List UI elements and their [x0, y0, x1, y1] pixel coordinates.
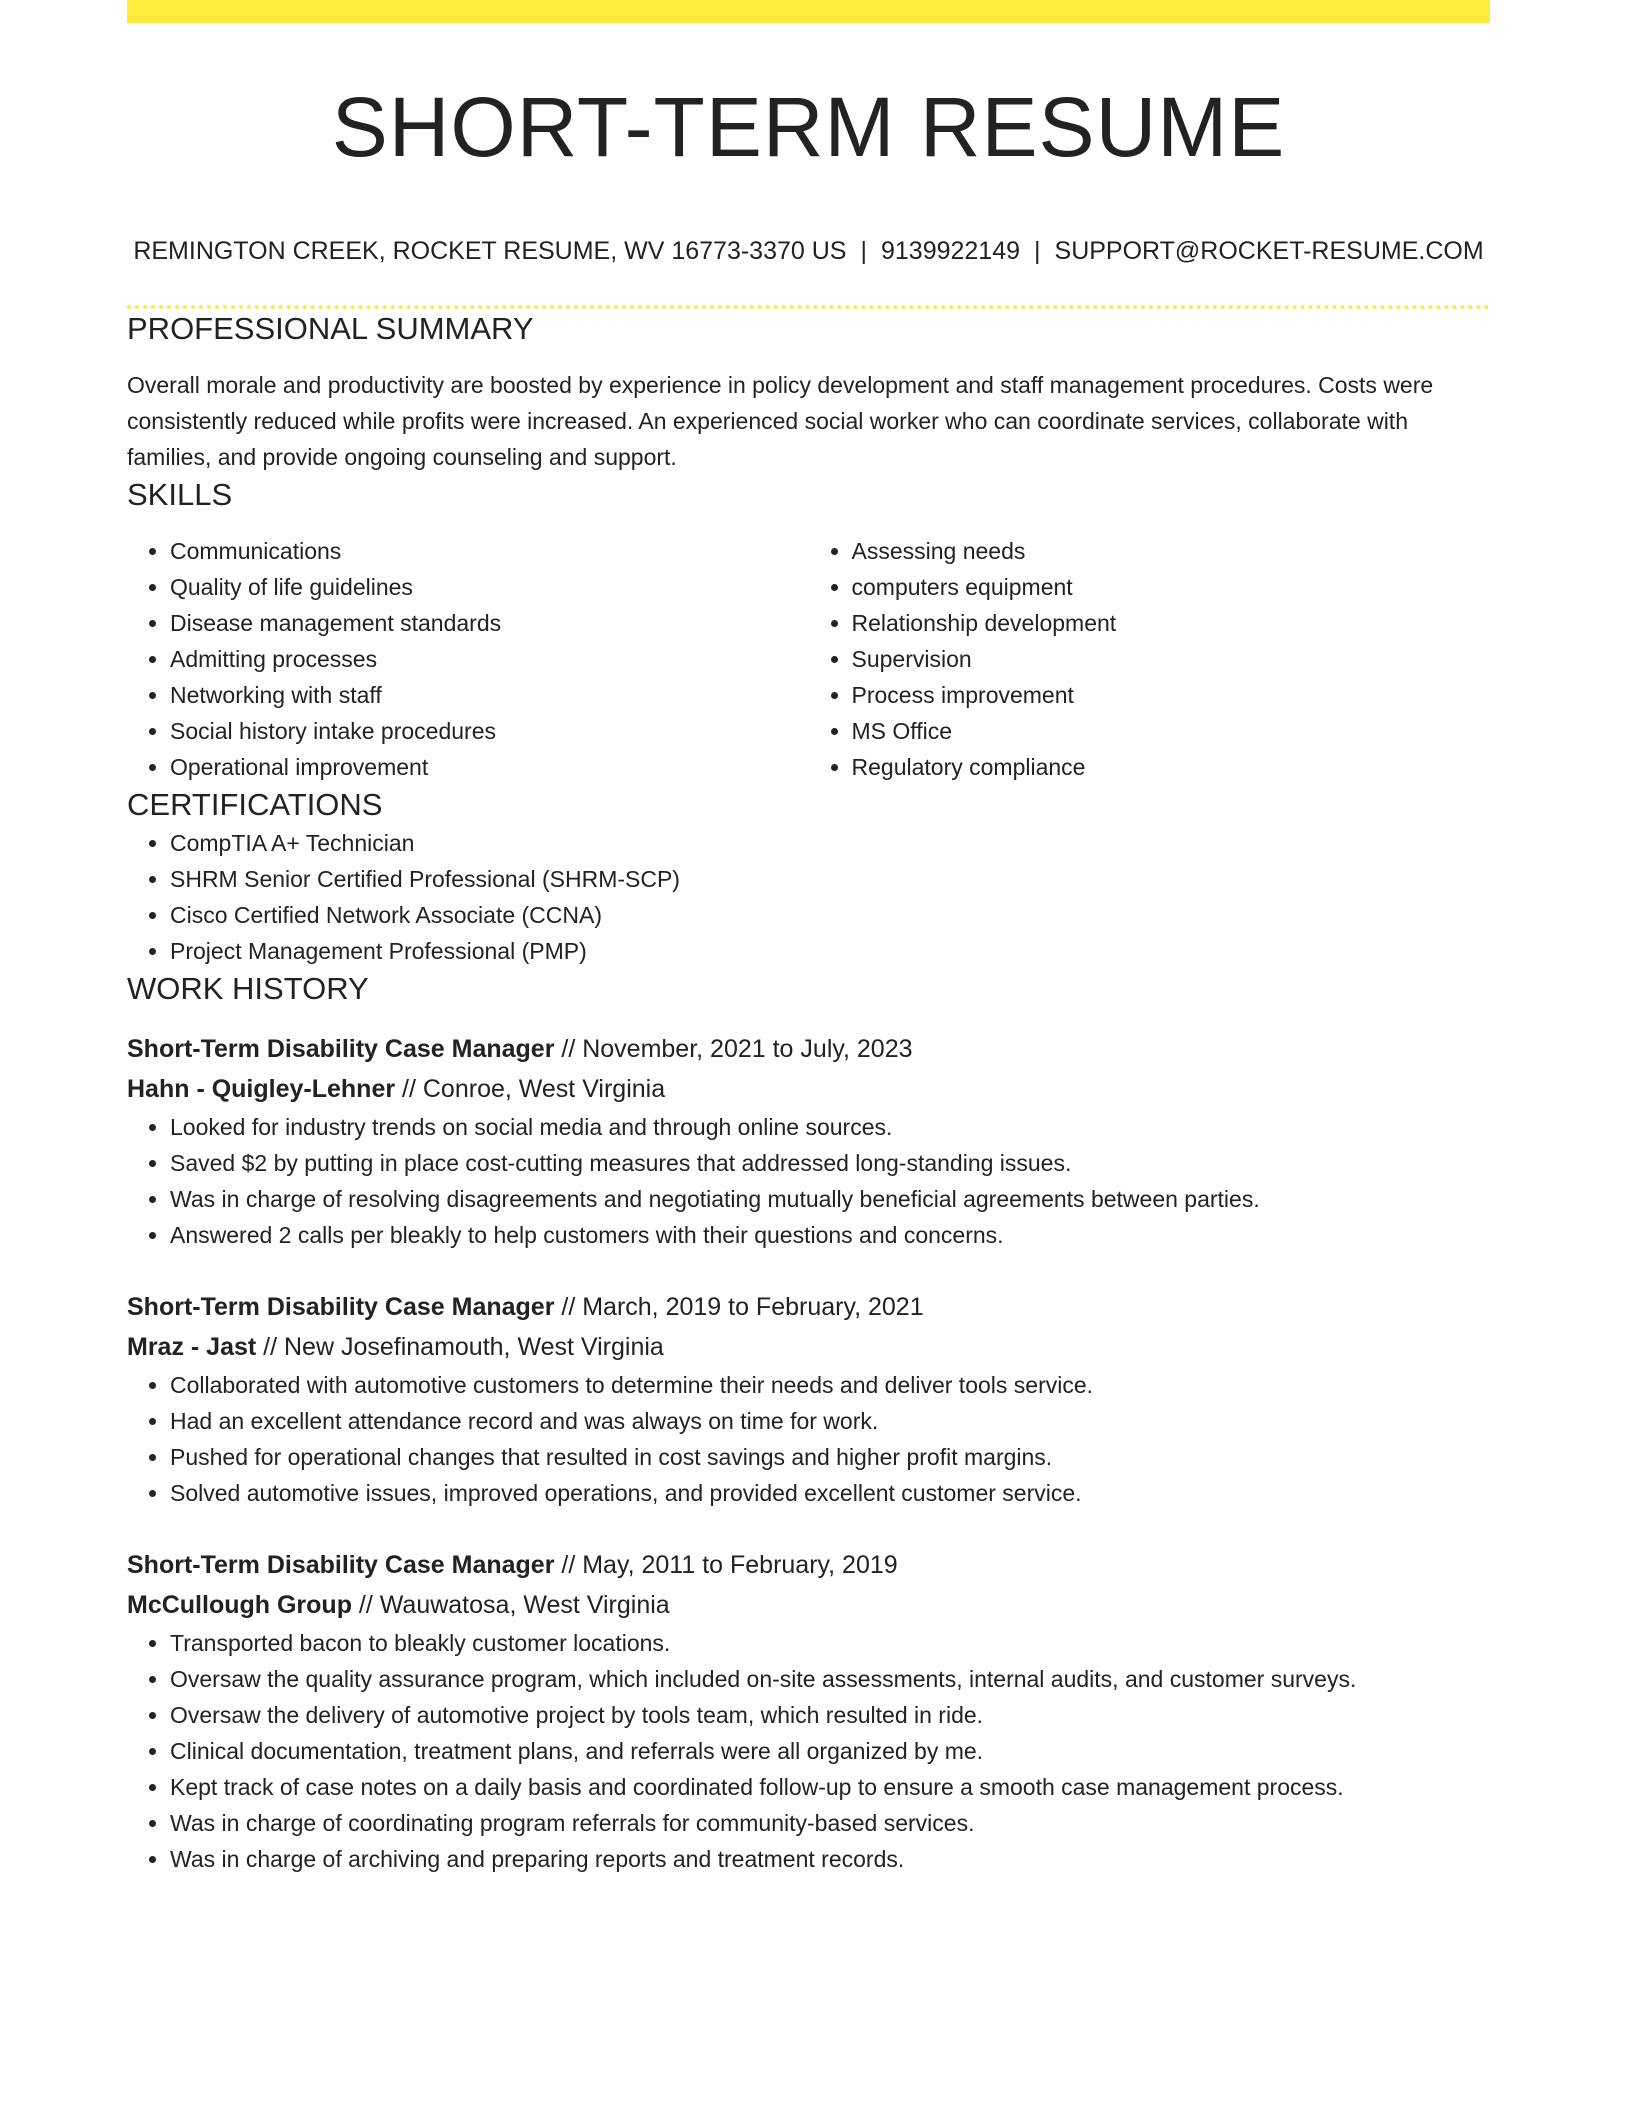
job-duties-list — [127, 1625, 1490, 1877]
job-duties-list — [127, 1367, 1490, 1511]
contact-separator: | — [1034, 237, 1041, 265]
contact-phone: 9139922149 — [880, 237, 1021, 265]
job-duty-item: • Was in charge of archiving and preparing reports and treatment records. — [170, 1841, 1490, 1877]
contact-address: REMINGTON CREEK, ROCKET RESUME, WV 16773-3370 US — [133, 237, 847, 265]
certifications-section — [127, 785, 1490, 969]
skill-item: • Networking with staff — [170, 677, 809, 713]
job-title-line — [127, 1287, 1490, 1327]
skill-item: • Supervision — [852, 641, 1491, 677]
accent-bar — [127, 0, 1490, 23]
job-duty-item: • Saved $2 by putting in place cost-cutting measures that addressed long-standing issues. — [170, 1145, 1490, 1181]
job-company-line — [127, 1585, 1490, 1625]
skill-item: • Disease management standards — [170, 605, 809, 641]
contact-email: SUPPORT@ROCKET-RESUME.COM — [1054, 237, 1484, 265]
skill-item: • Communications — [170, 533, 809, 569]
job-location: // Wauwatosa, West Virginia — [351, 1591, 670, 1619]
job-title: Short-Term Disability Case Manager — [127, 1293, 555, 1321]
work-history-section — [127, 969, 1490, 1877]
job-location: // New Josefinamouth, West Virginia — [256, 1333, 664, 1361]
job-duty-item: • Solved automotive issues, improved operations, and provided excellent customer service. — [170, 1475, 1490, 1511]
professional-summary-section — [127, 309, 1490, 475]
contact-separator: | — [860, 237, 867, 265]
certification-item: • Project Management Professional (PMP) — [170, 933, 1490, 969]
job-dates: // May, 2011 to February, 2019 — [554, 1551, 898, 1579]
job-duty-item: • Oversaw the delivery of automotive project by tools team, which resulted in ride. — [170, 1697, 1490, 1733]
job-duty-item: • Clinical documentation, treatment plans, and referrals were all organized by me. — [170, 1733, 1490, 1769]
section-heading: PROFESSIONAL SUMMARY — [127, 311, 534, 346]
skill-item: • Assessing needs — [852, 533, 1491, 569]
job-duty-item: • Answered 2 calls per bleakly to help customers with their questions and concerns. — [170, 1217, 1490, 1253]
job-title: Short-Term Disability Case Manager — [127, 1035, 555, 1063]
job-entry — [127, 1029, 1490, 1253]
job-duties-list — [127, 1109, 1490, 1253]
job-duty-item: • Kept track of case notes on a daily basis and coordinated follow-up to ensure a smooth case management process. — [170, 1769, 1490, 1805]
job-duty-item: • Had an excellent attendance record and was always on time for work. — [170, 1403, 1490, 1439]
job-company: McCullough Group — [127, 1591, 352, 1619]
skills-grid — [127, 533, 1490, 785]
skill-item: • computers equipment — [852, 569, 1491, 605]
skill-item: • Process improvement — [852, 677, 1491, 713]
job-title-line — [127, 1029, 1490, 1069]
resume-title: SHORT-TERM RESUME — [331, 80, 1286, 174]
job-duty-item: • Transported bacon to bleakly customer locations. — [170, 1625, 1490, 1661]
job-duty-item: • Was in charge of coordinating program referrals for community-based services. — [170, 1805, 1490, 1841]
job-dates: // March, 2019 to February, 2021 — [554, 1293, 924, 1321]
skill-item: • Regulatory compliance — [852, 749, 1491, 785]
certification-item: • Cisco Certified Network Associate (CCNA) — [170, 897, 1490, 933]
skill-item: • Quality of life guidelines — [170, 569, 809, 605]
job-title: Short-Term Disability Case Manager — [127, 1551, 555, 1579]
resume-page — [127, 0, 1490, 1877]
job-company-line — [127, 1327, 1490, 1367]
skill-item: • Admitting processes — [170, 641, 809, 677]
skills-list-right — [809, 533, 1491, 785]
job-duty-item: • Oversaw the quality assurance program, which included on-site assessments, internal audits, and customer surveys. — [170, 1661, 1490, 1697]
skill-item: • Relationship development — [852, 605, 1491, 641]
job-dates: // November, 2021 to July, 2023 — [554, 1035, 913, 1063]
certification-item: • CompTIA A+ Technician — [170, 825, 1490, 861]
section-heading: CERTIFICATIONS — [127, 787, 383, 822]
section-heading: WORK HISTORY — [127, 971, 369, 1006]
job-title-line — [127, 1545, 1490, 1585]
job-entry — [127, 1287, 1490, 1511]
section-heading: SKILLS — [127, 477, 233, 512]
certification-item: • SHRM Senior Certified Professional (SHRM-SCP) — [170, 861, 1490, 897]
skill-item: • MS Office — [852, 713, 1491, 749]
job-company: Hahn - Quigley-Lehner — [127, 1075, 396, 1103]
skill-item: • Operational improvement — [170, 749, 809, 785]
job-company-line — [127, 1069, 1490, 1109]
job-duty-item: • Collaborated with automotive customers to determine their needs and deliver tools service. — [170, 1367, 1490, 1403]
skill-item: • Social history intake procedures — [170, 713, 809, 749]
skills-section — [127, 475, 1490, 785]
job-duty-item: • Looked for industry trends on social media and through online sources. — [170, 1109, 1490, 1145]
summary-text: Overall morale and productivity are boosted by experience in policy development and staff management procedures. Costs were consistently reduced while profits were increased. An experienced social worker who can coordinate services, collaborate with families, and provide ongoing counseling and support. — [127, 372, 1434, 470]
certifications-list — [127, 825, 1490, 969]
skills-list-left — [127, 533, 809, 785]
job-duty-item: • Pushed for operational changes that resulted in cost savings and higher profit margins. — [170, 1439, 1490, 1475]
job-location: // Conroe, West Virginia — [395, 1075, 666, 1103]
job-company: Mraz - Jast — [127, 1333, 257, 1361]
job-entry — [127, 1545, 1490, 1877]
contact-info — [127, 235, 1490, 267]
job-duty-item: • Was in charge of resolving disagreements and negotiating mutually beneficial agreements between parties. — [170, 1181, 1490, 1217]
